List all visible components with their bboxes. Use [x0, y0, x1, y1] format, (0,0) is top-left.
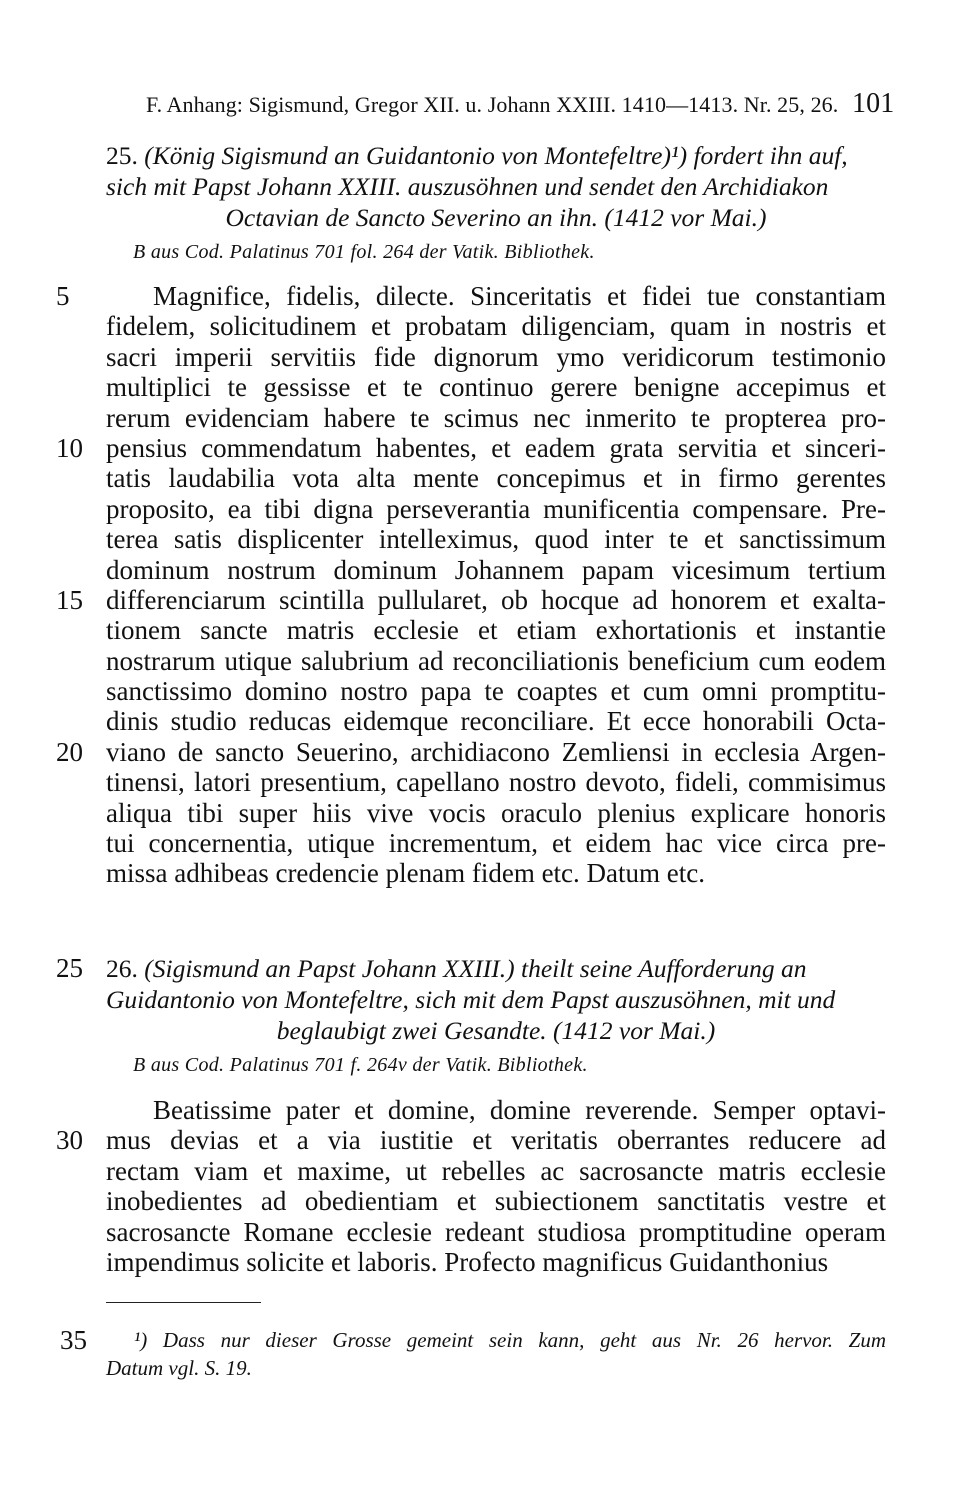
text-line — [106, 1095, 886, 1125]
line-text: fidelem, solicitudinem et probatam diligenciam, quam in nostris et — [106, 311, 886, 342]
line-text: tatis laudabilia vota alta mente concepimus et in firmo gerentes — [106, 463, 886, 494]
text-line — [106, 342, 886, 372]
line-text: tui concernentia, utique incrementum, et eidem hac vice circa pre- — [106, 828, 886, 859]
text-line — [106, 1217, 886, 1247]
text-line — [106, 1156, 886, 1186]
line-text: Beatissime pater et domine, domine reverende. Semper optavi- — [153, 1095, 886, 1125]
text-line — [106, 767, 886, 797]
running-title: F. Anhang: Sigismund, Gregor XII. u. Johann XXIII. 1410—1413. Nr. 25, 26. — [146, 92, 839, 117]
line-text: nostrarum utique salubrium ad reconciliationis beneficium cum eodem — [106, 645, 886, 676]
text-line — [56, 736, 886, 767]
doc-26-title-line2: Guidantonio von Montefeltre, sich mit dem Papst auszusöhnen, mit und — [106, 985, 836, 1014]
text-line — [106, 1186, 886, 1216]
text-line — [106, 828, 886, 858]
doc-26-title-line1: (Sigismund an Papst Johann XXIII.) theilt seine Aufforderung an — [144, 954, 807, 983]
line-text: dominum nostrum dominum Johannem papam vicesimum tertium — [106, 554, 886, 585]
line-text: rerum evidenciam habere te scimus nec inmerito te propterea pro- — [106, 402, 886, 433]
doc-25-title-line2: sich mit Papst Johann XXIII. auszusöhnen und sendet den Archidiakon — [106, 172, 829, 201]
text-line — [106, 1247, 886, 1277]
footnote-rule — [106, 1302, 261, 1303]
line-text: Magnifice, fidelis, dilecte. Sinceritatis et fidei tue constantiam — [153, 281, 886, 311]
text-line — [106, 706, 886, 736]
footnote-line1: ¹) Dass nur dieser Grosse gemeint sein kann, geht aus Nr. 26 hervor. Zum — [134, 1328, 886, 1352]
text-line — [106, 463, 886, 493]
text-line — [106, 646, 886, 676]
text-line — [106, 798, 886, 828]
text-line — [56, 432, 886, 463]
footnote-line-number: 35 — [60, 1325, 87, 1355]
doc-25-title-line1: (König Sigismund an Guidantonio von Montefeltre)¹) fordert ihn auf, — [144, 141, 848, 170]
text-line — [56, 1125, 886, 1156]
text-line — [106, 615, 886, 645]
line-number: 15 — [56, 584, 83, 615]
line-number: 30 — [56, 1125, 83, 1156]
text-line — [56, 281, 886, 311]
doc-25-text — [56, 281, 886, 889]
text-line — [106, 555, 886, 585]
doc-25-title-line3: Octavian de Sancto Severino an ihn. (1412 vor Mai.) — [225, 203, 767, 232]
line-text: tionem sancte matris ecclesie et etiam exhortationis et instantie — [106, 615, 886, 646]
doc-26-number: 26. — [106, 954, 138, 983]
line-text: impendimus solicite et laboris. Profecto magnificus Guidanthonius — [106, 1246, 829, 1277]
line-text: pensius commendatum habentes, et eadem grata servitia et sinceri- — [106, 432, 886, 463]
line-text: sacrosancte Romane ecclesie redeant studiosa promptitudine operam — [106, 1216, 886, 1247]
line-number: 20 — [56, 736, 83, 767]
line-text: dinis studio reducas eidemque reconciliare. Et ecce honorabili Octa- — [106, 706, 886, 737]
text-line — [106, 403, 886, 433]
line-text: missa adhibeas credencie plenam fidem etc. Datum etc. — [106, 858, 705, 889]
text-line — [106, 524, 886, 554]
running-header — [146, 88, 906, 120]
line-number: 10 — [56, 432, 83, 463]
line-text: multiplici te gessisse et te continuo gerere benigne accepimus et — [106, 372, 886, 403]
doc-25-heading — [106, 140, 886, 233]
line-text: rectam viam et maxime, ut rebelles ac sacrosancte matris ecclesie — [106, 1155, 886, 1186]
line-text: viano de sancto Seuerino, archidiacono Zemliensi in ecclesia Argen- — [106, 736, 886, 767]
line-text: sacri imperii servitiis fide dignorum ymo veridicorum testimonio — [106, 341, 886, 372]
footnote — [60, 1325, 886, 1382]
line-text: aliqua tibi super hiis vive vocis oraculo plenius explicare honoris — [106, 797, 886, 828]
doc-26-text — [56, 1095, 886, 1277]
doc-26-source: B aus Cod. Palatinus 701 f. 264v der Vatik. Bibliothek. — [133, 1054, 588, 1076]
line-text: mus devias et a via iustitie et veritatis oberrantes reducere ad — [106, 1125, 886, 1156]
doc-26-title-line3: beglaubigt zwei Gesandte. (1412 vor Mai.) — [276, 1016, 716, 1045]
text-line — [106, 372, 886, 402]
text-line — [106, 858, 886, 888]
line-number: 5 — [56, 281, 70, 311]
line-text: sanctissimo domino nostro papa te coaptes et cum omni promptitu- — [106, 676, 886, 707]
doc-25-number: 25. — [106, 141, 138, 170]
line-text: proposito, ea tibi digna perseverantia munificentia compensare. Pre- — [106, 493, 886, 524]
line-text: terea satis displicenter intelleximus, quod inter te et sanctissimum — [106, 524, 886, 555]
page-number: 101 — [852, 88, 895, 119]
footnote-line2: Datum vgl. S. 19. — [106, 1356, 252, 1380]
text-line — [106, 494, 886, 524]
text-line — [106, 311, 886, 341]
line-text: inobedientes ad obedientiam et subiectionem sanctitatis vestre et — [106, 1186, 886, 1217]
doc-26-line-number: 25 — [56, 953, 83, 983]
text-line — [56, 584, 886, 615]
doc-25-source: B aus Cod. Palatinus 701 fol. 264 der Vatik. Bibliothek. — [133, 241, 595, 263]
doc-26-heading — [56, 953, 886, 1046]
line-text: differenciarum scintilla pullularet, ob hocque ad honorem et exalta- — [106, 584, 886, 615]
line-text: tinensi, latori presentium, capellano nostro devoto, fideli, commisimus — [106, 767, 886, 798]
text-line — [106, 676, 886, 706]
